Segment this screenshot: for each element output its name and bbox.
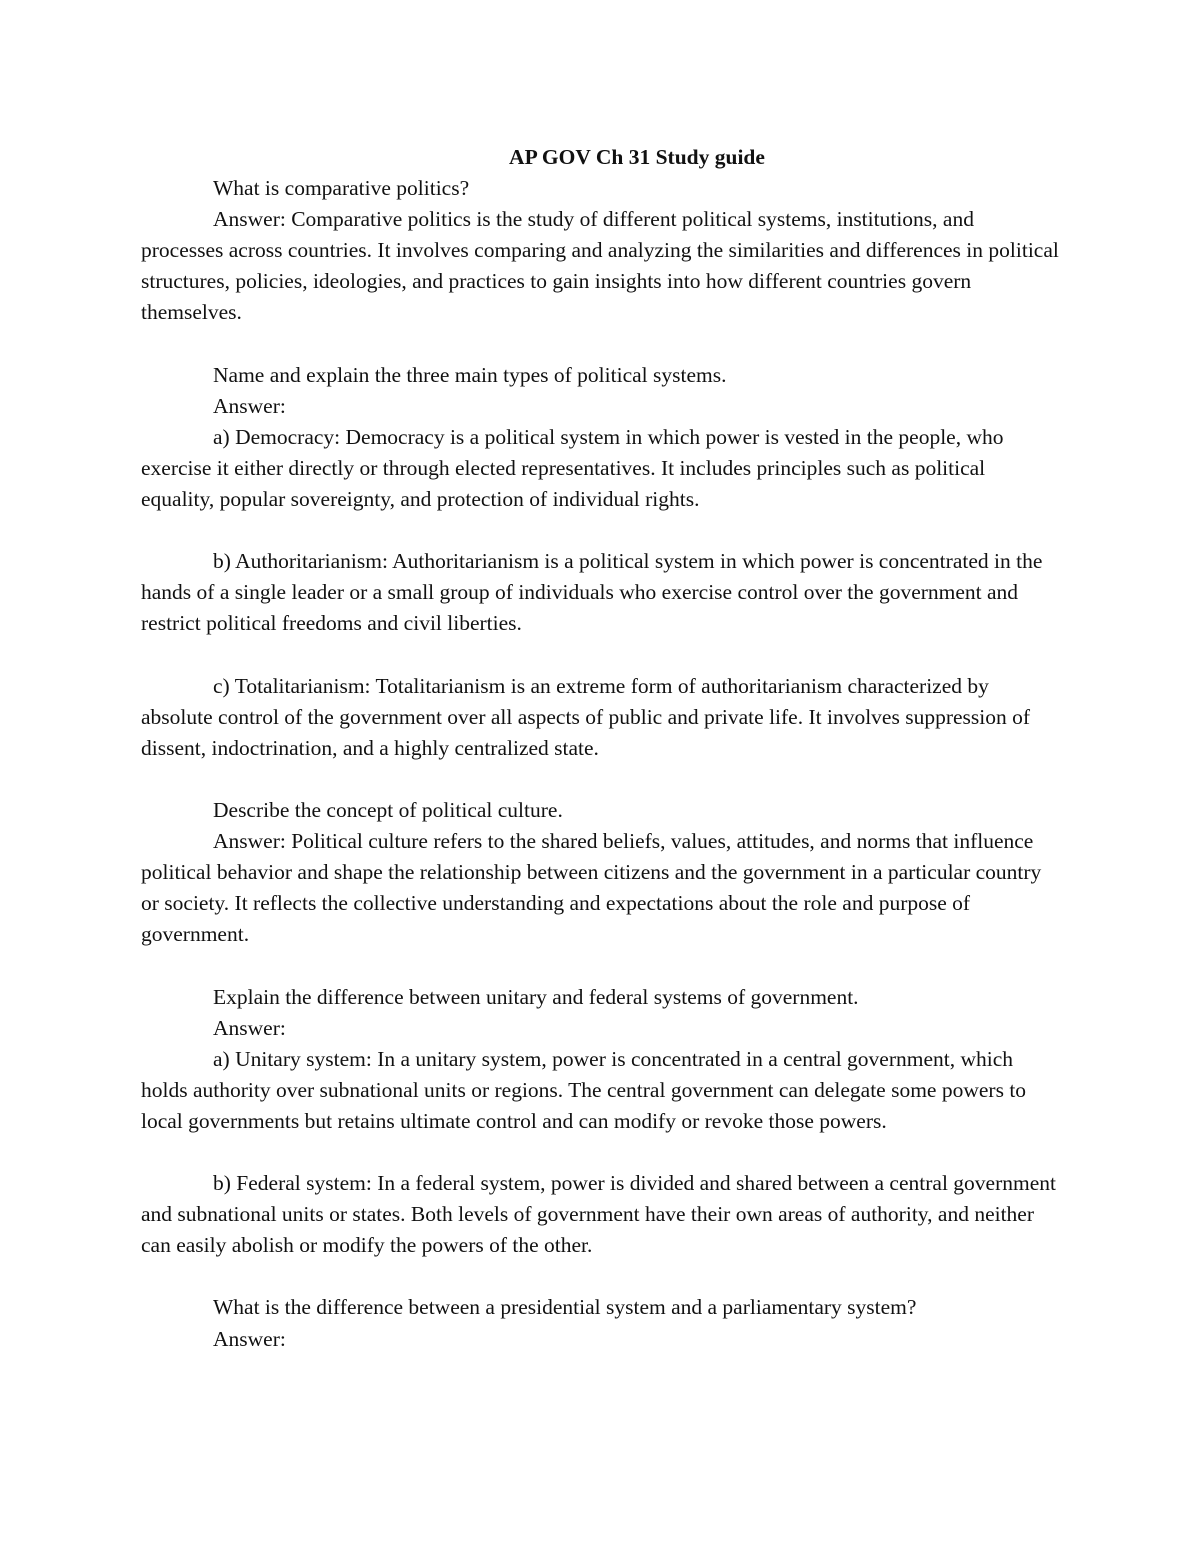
question-unitary-federal: Explain the difference between unitary and federal systems of government. [213,984,859,1009]
answer-federal-system: b) Federal system: In a federal system, power is divided and shared between a central government and subnational units or states. Both levels of government have their own areas of authority, and neither can easily abolish or modify the powers of the other. [141,1171,1056,1258]
answer-democracy: a) Democracy: Democracy is a political system in which power is vested in the people, who exercise it either directly or through elected representatives. It includes principles such as political equality, popular sovereignty, and protection of individual rights. [141,424,1004,512]
question-political-culture: Describe the concept of political culture. [213,797,563,822]
question-comparative-politics: What is comparative politics? [213,176,470,201]
answer-label: Answer: [213,1326,286,1351]
spacer [141,1137,1061,1168]
answer-unitary-system: a) Unitary system: In a unitary system, power is concentrated in a central government, which holds authority over subnational units or regions. The central government can delegate some powers to local governments but retains ultimate control and can modify or revoke those powers. [141,1046,1027,1133]
spacer [141,329,1061,360]
question-presidential-parliamentary: What is the difference between a presidential system and a parliamentary system? [213,1295,917,1320]
answer-label: Answer: [213,1015,286,1040]
spacer [141,950,1061,981]
document-body [141,142,1061,1355]
answer-comparative-politics: Answer: Comparative politics is the study of different political systems, institutions, and processes across countries. It involves comparing and analyzing the similarities and differences in political structures, policies, ideologies, and practices to gain insights into how different countries govern themselves. [141,207,1059,325]
page-title: AP GOV Ch 31 Study guide [509,145,765,169]
spacer [141,1261,1061,1292]
answer-political-culture: Answer: Political culture refers to the shared beliefs, values, attitudes, and norms that influence political behavior and shape the relationship between citizens and the government in a particular country or society. It reflects the collective understanding and expectations about the role and purpose of government. [141,829,1042,947]
question-political-systems: Name and explain the three main types of political systems. [213,362,727,387]
answer-label: Answer: [213,393,286,418]
answer-totalitarianism: c) Totalitarianism: Totalitarianism is an extreme form of authoritarianism characterized by absolute control of the government over all aspects of public and private life. It involves suppression of dissent, indoctrination, and a highly centralized state. [141,673,1031,760]
spacer [141,515,1061,546]
answer-authoritarianism: b) Authoritarianism: Authoritarianism is a political system in which power is concentrated in the hands of a single leader or a small group of individuals who exercise control over the government and restrict political freedoms and civil liberties. [141,549,1043,636]
spacer [141,640,1061,671]
spacer [141,764,1061,795]
